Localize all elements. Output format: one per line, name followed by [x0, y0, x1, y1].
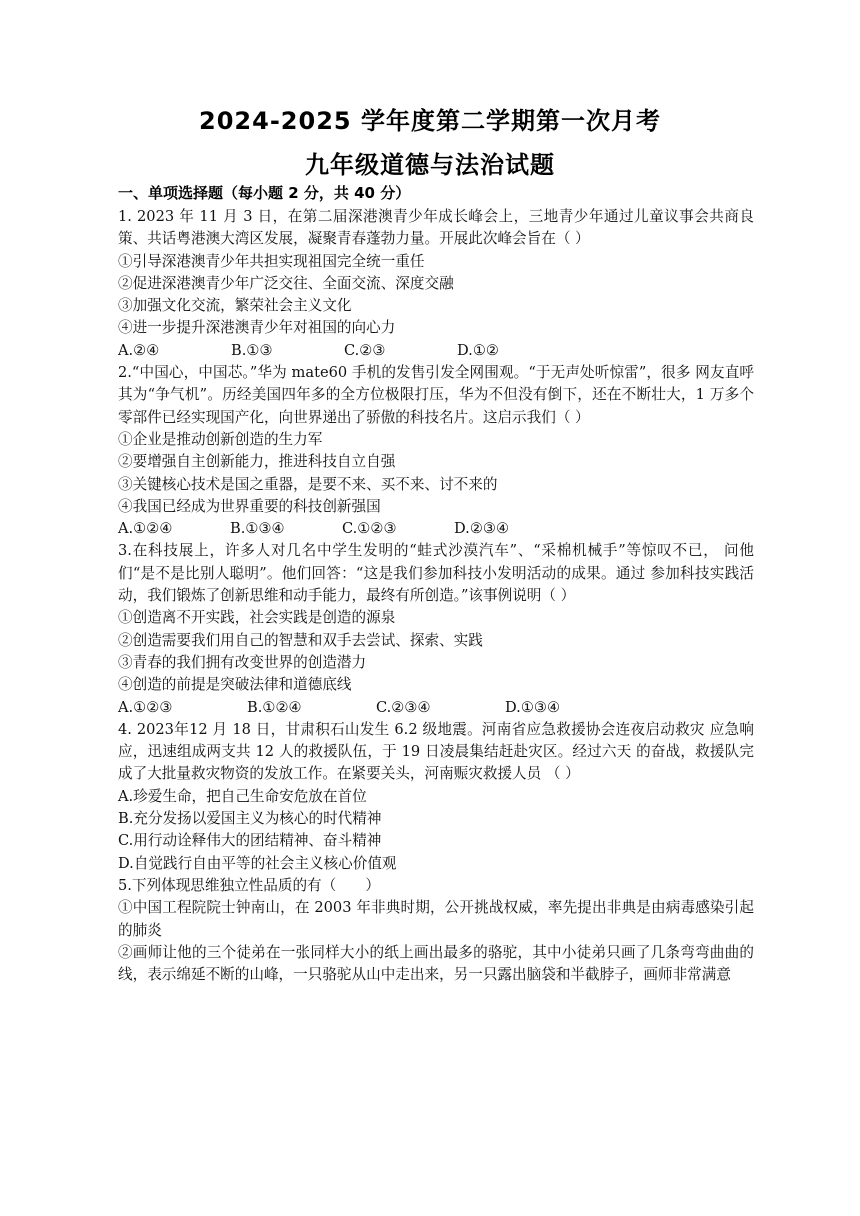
answer-option-b: B.①③④ — [230, 520, 285, 538]
answer-option-c: C.②③ — [344, 341, 386, 359]
answer-options — [118, 697, 754, 719]
answer-option-d: D.②③④ — [454, 520, 510, 538]
question-stem: 5.下列体现思维独立性品质的有（ ） — [118, 876, 381, 894]
statement-item: ③青春的我们拥有改变世界的创造潜力 — [118, 653, 367, 671]
answer-option-d: D.①③④ — [505, 698, 561, 716]
question-stem: 2.“中国心，中国芯。”华为 mate60 手机的发售引发全网围观。“于无声处听惊雷”，很多 网友直呼其为“争气机”。历经美国四年多的全方位极限打压，华为不但没有倒下，还在不断壮大，1 万多个零部件已经实现国产化，向世界递出了骄傲的科技名片。这启示我们（ ） — [118, 364, 754, 426]
answer-option-c: C.②③④ — [376, 698, 431, 716]
answer-option-c: C.用行动诠释伟大的团结精神、奋斗精神 — [118, 832, 382, 850]
statement-item: ④我国已经成为世界重要的科技创新强国 — [118, 497, 381, 515]
statement-item: ④创造的前提是突破法律和道德底线 — [118, 676, 352, 694]
question-stem: 1. 2023 年 11 月 3 日，在第二届深港澳青少年成长峰会上，三地青少年通过儿童议事会共商良策、共话粤港澳大湾区发展，凝聚青春蓬勃力量。开展此次峰会旨在（ ） — [118, 208, 754, 248]
question-stem: 4. 2023年12 月 18 日，甘肃积石山发生 6.2 级地震。河南省应急救援协会连夜启动救灾 应急响应，迅速组成两支共 12 人的救援队伍，于 19 日凌晨集结赶赴灾区。经过六天 的奋战，救援队完成了大批量救灾物资的发放工作。在紧要关头，河南赈灾救援人员 （ ） — [118, 720, 754, 783]
statement-item: ②创造需要我们用自己的智慧和双手去尝试、探索、实践 — [118, 631, 483, 649]
answer-option-b: B.①②④ — [247, 698, 302, 716]
question-5 — [118, 875, 754, 986]
question-stem: 3.在科技展上，许多人对几名中学生发明的“蛙式沙漠汽车”、“采棉机械手”等惊叹不已， 问他们“是不是比别人聪明”。他们回答：“这是我们参加科技小发明活动的成果。通过 参加科技实践活动，我们锻炼了创新思维和动手能力，最终有所创造。”该事例说明（ ） — [118, 542, 754, 605]
section-heading: 一、单项选择题（每小题 2 分，共 40 分） — [118, 184, 411, 202]
statement-item: ①引导深港澳青少年共担实现祖国完全统一重任 — [118, 252, 425, 270]
exam-subtitle: 九年级道德与法治试题 — [305, 151, 555, 179]
answer-options — [118, 340, 754, 362]
question-1 — [118, 206, 754, 362]
answer-option-a: A.②④ — [118, 341, 160, 359]
exam-title: 2024-2025 学年度第二学期第一次月考 — [199, 107, 661, 135]
statement-item: ①中国工程院院士钟南山，在 2003 年非典时期，公开挑战权威，率先提出非典是由病毒感染引起的肺炎 — [118, 899, 754, 939]
answer-options — [118, 518, 754, 540]
question-list — [118, 206, 754, 986]
statement-item: ③关键核心技术是国之重器，是要不来、买不来、讨不来的 — [118, 475, 498, 493]
statement-item: ②要增强自主创新能力，推进科技自立自强 — [118, 453, 396, 471]
answer-option-b: B.充分发扬以爱国主义为核心的时代精神 — [118, 810, 382, 828]
statement-item: ③加强文化交流，繁荣社会主义文化 — [118, 297, 352, 315]
answer-option-c: C.①②③ — [342, 520, 397, 538]
answer-option-d: D.自觉践行自由平等的社会主义核心价值观 — [118, 854, 397, 872]
statement-item: ④进一步提升深港澳青少年对祖国的向心力 — [118, 319, 396, 337]
statement-item: ②促进深港澳青少年广泛交往、全面交流、深度交融 — [118, 274, 454, 292]
question-2 — [118, 362, 754, 540]
statement-item: ①企业是推动创新创造的生力军 — [118, 430, 323, 448]
answer-option-a: A.珍爱生命，把自己生命安危放在首位 — [118, 787, 367, 805]
answer-option-a: A.①②③ — [118, 698, 173, 716]
answer-option-d: D.①② — [457, 341, 499, 359]
question-3 — [118, 540, 754, 718]
statement-item: ②画师让他的三个徒弟在一张同样大小的纸上画出最多的骆驼，其中小徒弟只画了几条弯弯曲曲的线，表示绵延不断的山峰，一只骆驼从山中走出来，另一只露出脑袋和半截脖子，画师非常满意 — [118, 943, 754, 984]
answer-option-a: A.①②④ — [118, 520, 173, 538]
statement-item: ①创造离不开实践，社会实践是创造的源泉 — [118, 609, 396, 627]
answer-option-b: B.①③ — [231, 341, 273, 359]
question-4 — [118, 719, 754, 875]
